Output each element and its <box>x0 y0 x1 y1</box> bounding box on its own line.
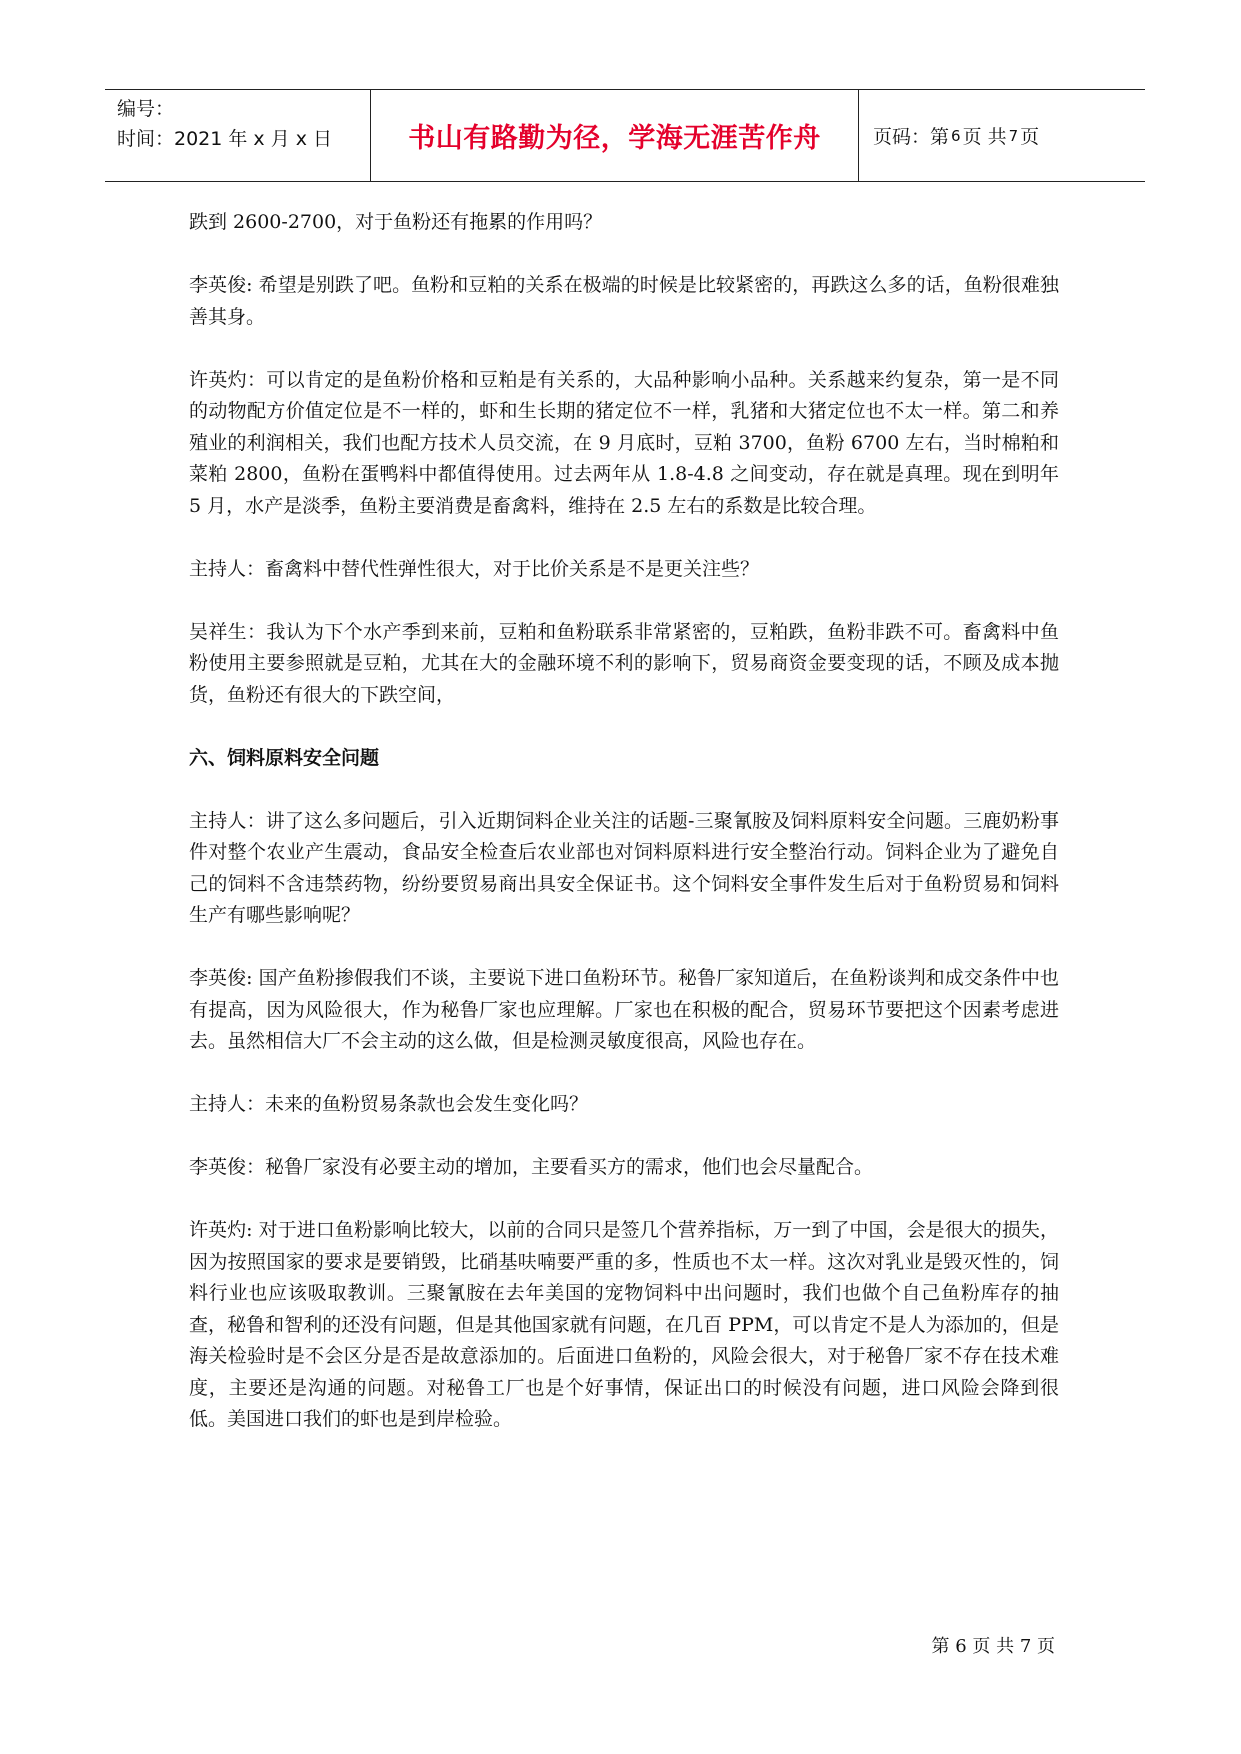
page-suffix: 页 <box>1020 126 1040 148</box>
paragraph: 李英俊：秘鲁厂家没有必要主动的增加，主要看买方的需求，他们也会尽量配合。 <box>189 1156 874 1178</box>
section-heading: 六、饲料原料安全问题 <box>189 746 380 769</box>
paragraph: 许英灼: 对于进口鱼粉影响比较大，以前的合同只是签几个营养指标，万一到了中国，会是很大的损失，因为按照国家的要求是要销毁，比硝基呋喃要严重的多，性质也不太一样。这次对乳业是毁灭性的，饲料行业也应该吸取教训。三聚氰胺在去年美国的宠物饲料中出问题时，我们也做个自己鱼粉库存的抽查，秘鲁和智利的还没有问题，但是其他国家就有问题，在几百 PPM，可以肯定不是人为添加的，但是海关检验时是不会区分是否是故意添加的。后面进口鱼粉的，风险会很大，对于秘鲁厂家不存在技术难度，主要还是沟通的问题。对秘鲁工厂也是个好事情，保证出口的时候没有问题，进口风险会降到很低。美国进口我们的虾也是到岸检验。 <box>189 1219 1059 1430</box>
paragraph: 李英俊: 希望是别跌了吧。鱼粉和豆粕的关系在极端的时候是比较紧密的，再跌这么多的话，鱼粉很难独善其身。 <box>189 274 1059 328</box>
page-prefix: 页码：第 <box>873 126 950 148</box>
header-page-number <box>859 90 1145 181</box>
page-header <box>105 89 1145 182</box>
paragraph: 主持人：畜禽料中替代性弹性很大，对于比价关系是不是更关注些？ <box>189 557 760 580</box>
time-label: 时间：2021 年 x 月 x 日 <box>117 128 333 150</box>
paragraph: 许英灼：可以肯定的是鱼粉价格和豆粕是有关系的，大品种影响小品种。关系越来约复杂，第一是不同的动物配方价值定位是不一样的，虾和生长期的猪定位不一样，乳猪和大猪定位也不太一样。第二和养殖业的利润相关，我们也配方技术人员交流，在 9 月底时，豆粕 3700，鱼粉 6700 左右，当时棉粕和菜粕 2800，鱼粉在蛋鸭料中都值得使用。过去两年从 1.8-4.8 之间变动，存在就是真理。现在到明年 5 月，水产是淡季，鱼粉主要消费是畜禽料，维持在 2.5 左右的系数是比较合理。 <box>189 368 1059 517</box>
serial-label: 编号： <box>117 98 175 120</box>
paragraph: 李英俊: 国产鱼粉掺假我们不谈，主要说下进口鱼粉环节。秘鲁厂家知道后，在鱼粉谈判和成交条件中也有提高，因为风险很大，作为秘鲁厂家也应理解。厂家也在积极的配合，贸易环节要把这个因素考虑进去。虽然相信大厂不会主动的这么做，但是检测灵敏度很高，风险也存在。 <box>189 967 1059 1052</box>
page-total: 7 <box>1008 126 1019 145</box>
header-motto: 书山有路勤为径，学海无涯苦作舟 <box>370 90 859 181</box>
page-footer: 第 6 页 共 7 页 <box>931 1636 1055 1657</box>
paragraph: 跌到 2600-2700，对于鱼粉还有拖累的作用吗？ <box>189 211 603 233</box>
paragraph: 吴祥生：我认为下个水产季到来前，豆粕和鱼粉联系非常紧密的，豆粕跌，鱼粉非跌不可。畜禽料中鱼粉使用主要参照就是豆粕，尤其在大的金融环境不利的影响下，贸易商资金要变现的话，不顾及成本抛货，鱼粉还有很大的下跌空间， <box>189 620 1059 706</box>
page-mid: 页 共 <box>962 126 1007 148</box>
page-current: 6 <box>951 126 961 145</box>
paragraph: 主持人：讲了这么多问题后，引入近期饲料企业关注的话题-三聚氰胺及饲料原料安全问题。三鹿奶粉事件对整个农业产生震动，食品安全检查后农业部也对饲料原料进行安全整治行动。饲料企业为了避免自己的饲料不含违禁药物，纷纷要贸易商出具安全保证书。这个饲料安全事件发生后对于鱼粉贸易和饲料生产有哪些影响呢？ <box>189 809 1059 926</box>
paragraph: 主持人：未来的鱼粉贸易条款也会发生变化吗？ <box>189 1093 589 1115</box>
header-meta <box>105 90 370 181</box>
document-body <box>189 207 1059 1467</box>
